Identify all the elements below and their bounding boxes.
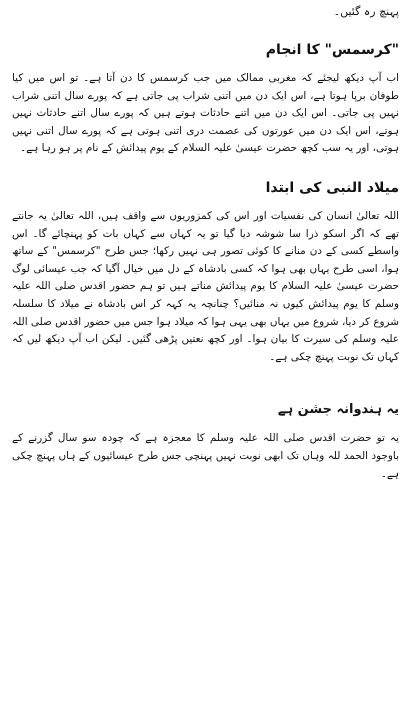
paragraph-milad: اللہ تعالیٰ انسان کی نفسیات اور اس کی کمزوریوں سے واقف ہیں، اللہ تعالیٰ یہ جانتے تھے کہ اگر اسکو ذرا سا شوشہ دیا گیا تو یہ کہاں سے کہاں بات کو پہنچائے گا۔ اس واسطے کسی کے دن منانے کا کوئی تصور ہی نہیں رکھا؛ جس طرح "کرسمس" کے ساتھ ہوا، اسی طرح یہاں بھی ہوا کہ کسی بادشاہ کے دل میں خیال آگیا کہ جب عیسائی لوگ حضرت عیسیٰ علیہ السلام کا یوم پیدائش مناتے ہیں تو ہم حضور اقدس صلی اللہ علیہ وسلم کا یوم پیدائش کیوں نہ منائیں؟ چنانچہ یہ کہہ کر اس بادشاہ نے میلاد کا سلسلہ شروع کر دیا، شروع میں یہاں بھی یہی ہوا کہ میلاد ہوا جس میں حضور اقدس صلی اللہ علیہ وسلم کی سیرت کا بیان ہوا۔ اور کچھ نعتیں پڑھی گئیں۔ لیکن اب آپ دیکھ لیں کہ کہاں تک نوبت پہنچ چکی ہے۔: [12, 209, 399, 363]
section-christmas-outcome: [12, 40, 399, 158]
section-milad-beginning: [12, 178, 399, 366]
section-heading-christmas: "کرسمس" کا انجام: [265, 42, 399, 58]
section-hindu-celebration: [12, 400, 399, 483]
paragraph-christmas: اب آپ دیکھ لیجئے کہ مغربی ممالک میں جب کرسمس کا دن آتا ہے۔ تو اس میں کیا طوفان برپا ہوتا ہے، اس ایک دن میں اتنی شراب پی جاتی ہے کہ پورے سال اتنی شراب نہیں پی جاتی۔ اس ایک دن میں اتنے حادثات ہوتے ہیں کہ پورے سال اتنے حادثات نہیں ہوتے، اس ایک دن میں عورتوں کی عصمت دری اتنی ہوتی ہے کہ پورے سال اتنی نہیں ہوتی، اور یہ سب کچھ حضرت عیسیٰ علیہ السلام کے یوم پیدائش کے نام پر ہو رہا ہے۔: [12, 72, 399, 155]
paragraph-hindu-celebration: یہ تو حضرت اقدس صلی اللہ علیہ وسلم کا معجزہ ہے کہ چودہ سو سال گزرنے کے باوجود الحمد للہ وہاں تک ابھی نوبت نہیں پہنچی جس طرح عیسائیوں کے ہاں پہنچ چکی ہے۔: [12, 432, 399, 480]
section-heading-hindu-celebration: یہ ہندوانہ جشن ہے: [277, 402, 399, 418]
page-top-line: پہنچ رہ گئیں۔: [333, 5, 399, 18]
section-heading-milad: میلاد النبی کی ابتدا: [265, 179, 399, 196]
